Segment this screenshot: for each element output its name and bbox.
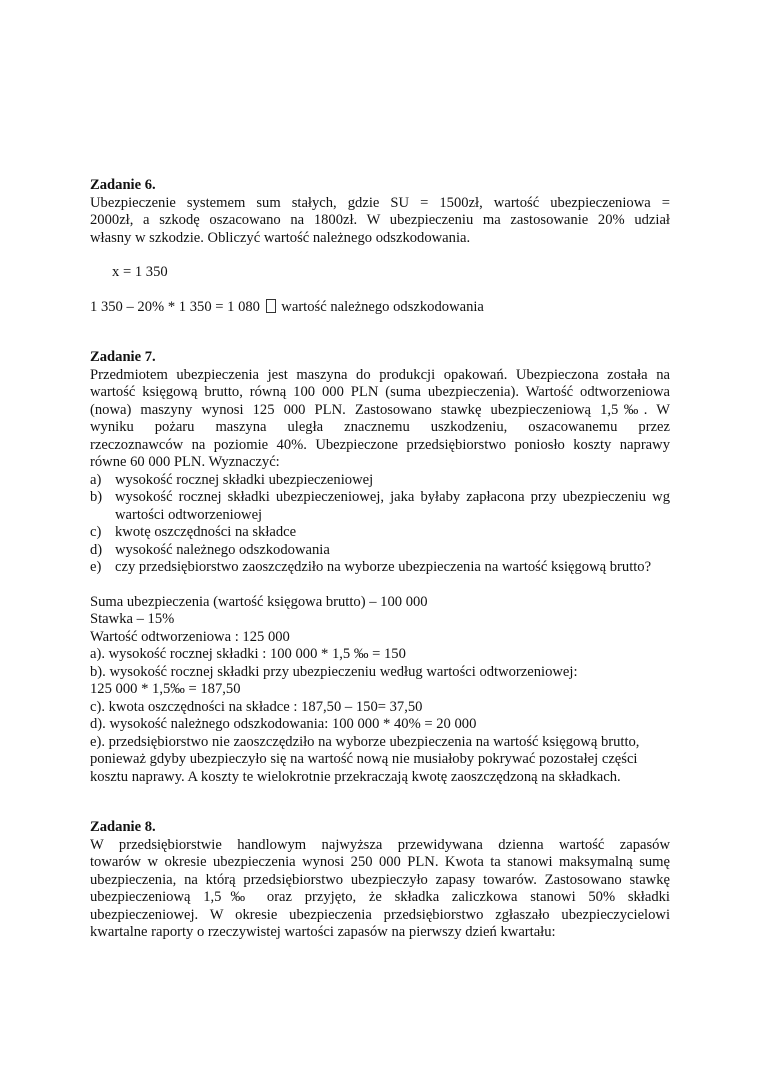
task-8-heading: Zadanie 8. [90, 819, 156, 835]
task-7-text-line: wyniku pożaru maszyna uległa znacznemu uszkodzeniu, oszacowanemu przez [90, 419, 670, 435]
solution-line: ponieważ gdyby ubezpieczyło się na wartość nową nie musiałoby pokrywać pozostałej części [90, 751, 638, 767]
task-6-result-x: x = 1 350 [112, 264, 168, 280]
list-marker: b) [90, 489, 103, 505]
task-6-text-line: 2000zł, a szkodę oszacowano na 1800zł. W ubezpieczeniu ma zastosowanie 20% udział [90, 212, 670, 228]
solution-line: Suma ubezpieczenia (wartość księgowa brutto) – 100 000 [90, 593, 428, 610]
list-marker: c) [90, 524, 102, 540]
list-item [90, 559, 670, 577]
task-6-calculation [90, 299, 670, 317]
task-6-heading: Zadanie 6. [90, 177, 156, 193]
solution-line: e). przedsiębiorstwo nie zaoszczędziło na wyborze ubezpieczenia na wartość księgową brutto, [90, 733, 640, 750]
solution-line: kosztu naprawy. A koszty te wielokrotnie przekraczają kwotę zaoszczędzoną na składkach. [90, 768, 621, 785]
list-item-text: wysokość należnego odszkodowania [115, 541, 330, 558]
task-8-text-line: W przedsiębiorstwie handlowym najwyższa przewidywana dzienna wartość zapasów [90, 836, 670, 853]
solution-line: 125 000 * 1,5‰ = 187,50 [90, 681, 241, 697]
task-7-solution [90, 594, 670, 787]
task-8-text-line: ubezpieczeniową 1,5‰ oraz przyjęto, że składka zaliczkowa stanowi 50% składki [90, 889, 670, 905]
task-7-text-line: Przedmiotem ubezpieczenia jest maszyna do produkcji opakowań. Ubezpieczona została na [90, 366, 670, 383]
solution-line: c). kwota oszczędności na składce : 187,50 – 150= 37,50 [90, 698, 423, 715]
solution-line: b). wysokość rocznej składki przy ubezpieczeniu według wartości odtworzeniowej: [90, 663, 578, 680]
list-item [90, 489, 670, 524]
list-item [90, 542, 670, 560]
solution-line: Wartość odtworzeniowa : 125 000 [90, 628, 290, 645]
list-item-text: wysokość rocznej składki ubezpieczeniowej, jaka byłaby zapłacona przy ubezpieczeniu wg wartości odtworzeniowej [115, 489, 670, 523]
list-marker: d) [90, 541, 103, 558]
document-page [90, 177, 670, 942]
task-8-text-line: kwartalne raporty o rzeczywistej wartości zapasów na pierwszy dzień kwartału: [90, 924, 556, 940]
task-7-heading: Zadanie 7. [90, 349, 156, 365]
list-item-text: wysokość rocznej składki ubezpieczeniowej [115, 471, 374, 488]
arrow-placeholder-icon [266, 299, 276, 313]
list-marker: e) [90, 559, 102, 575]
task-6-text-line: własny w szkodzie. Obliczyć wartość należnego odszkodowania. [90, 229, 471, 246]
task-6-calc-right: wartość należnego odszkodowania [281, 298, 484, 315]
list-item [90, 524, 670, 542]
task-6 [90, 177, 670, 316]
task-7-question-list [90, 472, 670, 577]
task-8 [90, 819, 670, 942]
list-item [90, 472, 670, 490]
task-7-text-line: (nowa) maszyny wynosi 125 000 PLN. Zastosowano stawkę ubezpieczeniową 1,5‰. W [90, 401, 670, 418]
task-6-text-line: Ubezpieczenie systemem sum stałych, gdzie SU = 1500zł, wartość ubezpieczeniowa = [90, 194, 670, 211]
solution-line: d). wysokość należnego odszkodowania: 100 000 * 40% = 20 000 [90, 716, 477, 732]
list-marker: a) [90, 471, 102, 488]
task-8-text-line: ubezpieczeniowej. W okresie ubezpieczenia przedsiębiorstwo zgłaszało ubezpieczycielowi [90, 906, 670, 923]
solution-line: Stawka – 15% [90, 611, 175, 627]
task-8-text-line: ubezpieczenia, na którą przedsiębiorstwo ubezpieczyło zapasy towarów. Zastosowano stawkę [90, 871, 670, 888]
task-8-text-line: towarów w okresie ubezpieczenia wynosi 250 000 PLN. Kwota ta stanowi maksymalną sumę [90, 854, 670, 870]
list-item-text: czy przedsiębiorstwo zaoszczędziło na wyborze ubezpieczenia na wartość księgową brutto? [115, 559, 652, 575]
solution-line: a). wysokość rocznej składki : 100 000 * 1,5 ‰ = 150 [90, 646, 406, 662]
task-6-calc-left: 1 350 – 20% * 1 350 = 1 080 [90, 298, 260, 315]
task-7-text-line: równe 60 000 PLN. Wyznaczyć: [90, 454, 280, 470]
list-item-text: kwotę oszczędności na składce [115, 524, 297, 540]
task-7-text-line: rzeczoznawców na poziomie 40%. Ubezpieczone przedsiębiorstwo poniosło koszty naprawy [90, 436, 670, 453]
task-7-text-line: wartość księgową brutto, równą 100 000 PLN (suma ubezpieczenia). Wartość odtworzeniowa [90, 384, 670, 400]
task-7 [90, 349, 670, 786]
